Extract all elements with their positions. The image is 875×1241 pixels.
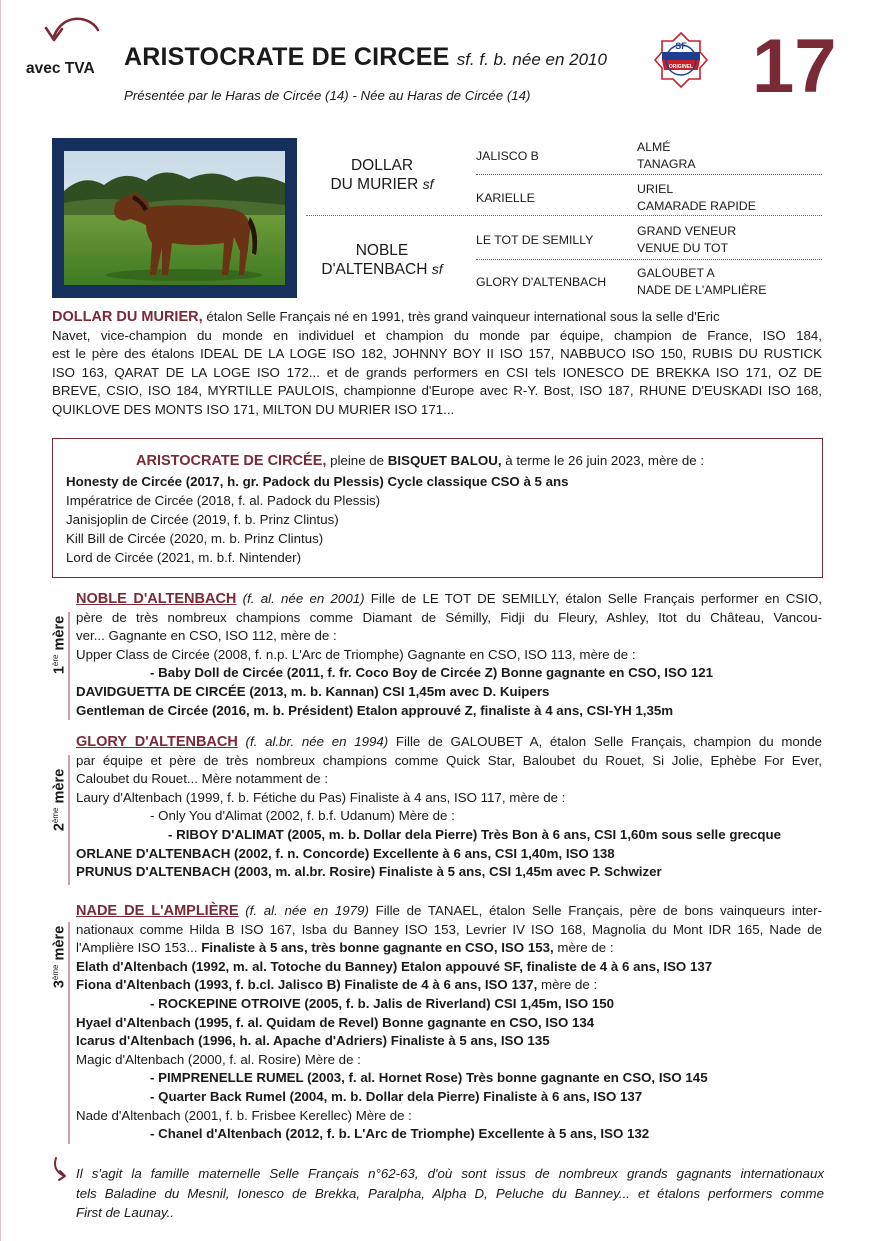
pedigree-divider-main — [306, 215, 822, 216]
footnote-line: First de Launay.. — [76, 1205, 175, 1220]
sire-studbook: sf — [422, 176, 434, 192]
section-text: DAVIDGUETTA DE CIRCÉE (2013, m. b. Kannan) CSI 1,45m avec D. Kuipers — [76, 683, 550, 699]
pedigree-great-grandparent: NADE DE L'AMPLIÈRE — [637, 282, 767, 297]
pedigree-great-grandparent: GRAND VENEUR — [637, 224, 737, 238]
pedigree-great-grandparents — [637, 139, 696, 172]
section-text: Gentleman de Circée (2016, m. b. Président) Etalon approuvé Z, finaliste à 4 ans, CSI-YH 1,35m — [76, 702, 674, 718]
pedigree-grandparent: KARIELLE — [476, 191, 535, 205]
section-info: (f. al. née en 1979) — [238, 903, 369, 918]
lot-number: 17 — [752, 24, 837, 109]
footnote-line: tels Baladine du Mesnil, Ionesco de Brekka, Paralpha, Alpha D, Peluche du Banney... et étalons performers comme — [76, 1185, 824, 1201]
pedigree-great-grandparent: TANAGRA — [637, 156, 696, 171]
section-text: - RIBOY D'ALIMAT (2005, m. b. Dollar dela Pierre) Très Bon à 6 ans, CSI 1,60m sous selle grecque — [168, 826, 782, 842]
section-text: - Only You d'Alimat (2002, f. b.f. Udanum) Mère de : — [150, 808, 455, 824]
pedigree-grandparent: GLORY D'ALTENBACH — [476, 275, 607, 289]
sire-name-line2: DU MURIER — [330, 176, 419, 193]
produce-item: Janisjoplin de Circée (2019, f. b. Prinz Clintus) — [66, 512, 339, 527]
horse-details: sf. f. b. née en 2010 — [456, 50, 607, 69]
section-text: Fille de TANAEL, étalon Selle Français, père de bons vainqueurs inter- — [368, 903, 822, 918]
generation-1-block — [76, 590, 822, 720]
pedigree-grandparent: JALISCO B — [476, 149, 539, 163]
section-text: ver... Gagnante en CSO, ISO 112, mère de : — [76, 628, 337, 644]
section-text: ORLANE D'ALTENBACH (2002, f. n. Concorde) Excellente à 6 ans, CSI 1,40m, ISO 138 — [76, 845, 615, 861]
dam-studbook: sf — [431, 261, 443, 277]
horse-name: ARISTOCRATE DE CIRCEE — [124, 43, 450, 71]
section-text: père de très nombreux champions comme Diamant de Sémilly, Fidji du Fleury, Ashley, Itot du Château, Vancou- — [76, 609, 822, 625]
section-text: PRUNUS D'ALTENBACH (2003, m. al.br. Rosire) Finaliste à 5 ans, CSI 1,45m avec P. Schwizer — [76, 864, 662, 880]
section-text: Fille de LE TOT DE SEMILLY, étalon Selle Français performer en CSIO, — [364, 591, 822, 606]
produce-item: Honesty de Circée (2017, h. gr. Padock du Plessis) Cycle classique CSO à 5 ans — [66, 474, 569, 489]
section-text: Laury d'Altenbach (1999, f. b. Fétiche du Pas) Finaliste à 4 ans, ISO 117, mère de : — [76, 789, 566, 805]
tva-label: avec TVA — [26, 60, 95, 77]
section-text: Caloubet du Rouet... Mère notamment de : — [76, 771, 329, 787]
footnote-line: Il s'agit la famille maternelle Selle Français n°62-63, d'où sont issus de nombreux grands gagnants internationaux — [76, 1166, 824, 1181]
section-text: - ROCKEPINE OTROIVE (2005, f. b. Jalis de Riverland) CSI 1,45m, ISO 150 — [150, 995, 615, 1011]
dam-name-line2: D'ALTENBACH — [321, 261, 428, 278]
sf-originel-logo — [652, 30, 710, 90]
horse-photo — [64, 151, 285, 285]
sire-description — [52, 308, 822, 420]
sire-name-line1: DOLLAR — [350, 157, 414, 174]
section-text: l'Amplière ISO 153... — [76, 940, 198, 956]
sire-description-name: DOLLAR DU MURIER, — [52, 309, 203, 325]
pedigree-great-grandparent: GALOUBET A — [637, 266, 715, 280]
section-text: par équipe et père de très nombreux champions comme Quick Star, Baloubet du Rouet, Si Jolie, Ephèbe For Ever, — [76, 752, 822, 768]
pedigree-great-grandparent: CAMARADE RAPIDE — [637, 198, 756, 213]
sire-description-line: QUIKLOVE DES MONTS ISO 171, MILTON DU MURIER ISO 171... — [52, 401, 455, 417]
horse-photo-frame — [52, 138, 297, 298]
section-text: - PIMPRENELLE RUMEL (2003, f. al. Hornet Rose) Très bonne gagnante en CSO, ISO 145 — [150, 1070, 708, 1086]
produce-box-text: à terme le 26 juin 2023, mère de : — [501, 453, 705, 468]
section-title: NOBLE D'ALTENBACH — [76, 591, 237, 607]
pedigree-great-grandparent: URIEL — [637, 182, 674, 196]
logo-text-bottom: ORIGINEL — [668, 64, 694, 70]
section-info: (f. al. née en 2001) — [236, 591, 365, 606]
sire-description-line: est le père des étalons IDEAL DE LA LOGE ISO 182, JOHNNY BOY II ISO 157, NABBUCO ISO 150, RUBIS DU RUSTICK — [52, 346, 822, 362]
section-title: NADE DE L'AMPLIÈRE — [76, 903, 239, 919]
pedigree-sire — [318, 156, 446, 194]
generation-label-1: 1ère mère — [50, 615, 68, 675]
produce-box-stallion: BISQUET BALOU, — [387, 453, 502, 468]
produce-box-text: pleine de — [326, 453, 388, 468]
produce-item: Impératrice de Circée (2018, f. al. Padock du Plessis) — [66, 493, 381, 508]
logo-text-top: SF — [675, 41, 687, 51]
sire-description-line: ISO 163, QARAT DE LA LOGE ISO 172... et de grands performers en CSI tels IONESCO DE BREKKA ISO 171, OZ DE — [52, 364, 822, 380]
section-text: - Quarter Back Rumel (2004, m. b. Dollar dela Pierre) Finaliste à 6 ans, ISO 137 — [150, 1088, 643, 1104]
pedigree-great-grandparents — [637, 181, 756, 214]
section-text: nationaux comme Hilda B ISO 167, Isba du Banney ISO 153, Levrier IV ISO 168, Magnolia du Mont IDR 165, Nade de — [76, 921, 822, 937]
produce-box-mare-name: ARISTOCRATE DE CIRCÉE, — [136, 453, 327, 469]
section-text: Icarus d'Altenbach (1996, h. al. Apache d'Adriers) Finaliste à 5 ans, ISO 135 — [76, 1033, 550, 1049]
produce-item: Lord de Circée (2021, m. b.f. Nintender) — [66, 550, 302, 565]
page-left-rule — [0, 0, 1, 1241]
section-title: GLORY D'ALTENBACH — [76, 734, 238, 750]
generation-3-block — [76, 902, 822, 1144]
section-text: - Baby Doll de Circée (2011, f. fr. Coco Boy de Circée Z) Bonne gagnante en CSO, ISO 121 — [150, 665, 714, 681]
section-text: Upper Class de Circée (2008, f. n.p. L'Arc de Triomphe) Gagnante en CSO, ISO 113, mère de : — [76, 646, 636, 662]
sire-description-line: Navet, vice-champion du monde en individuel et champion du monde par équipe, champion de France, ISO 184, — [52, 327, 822, 343]
produce-item: Kill Bill de Circée (2020, m. b. Prinz Clintus) — [66, 531, 324, 546]
presented-by: Présentée par le Haras de Circée (14) - Née au Haras de Circée (14) — [124, 88, 531, 103]
dam-name-line1: NOBLE — [355, 242, 409, 259]
section-text: Fiona d'Altenbach (1993, f. b.cl. Jalisco B) Finaliste de 4 à 6 ans, ISO 137, — [76, 977, 538, 993]
pedigree-grandparent: LE TOT DE SEMILLY — [476, 233, 594, 247]
pedigree-great-grandparents — [637, 223, 736, 256]
return-arrow-icon — [50, 1156, 72, 1182]
page-title — [124, 43, 607, 71]
section-info: (f. al.br. née en 1994) — [237, 734, 389, 749]
section-text: Hyael d'Altenbach (1995, f. al. Quidam de Revel) Bonne gagnante en CSO, ISO 134 — [76, 1014, 595, 1030]
pedigree-great-grandparent: VENUE DU TOT — [637, 240, 729, 255]
pedigree-great-grandparents — [637, 265, 766, 298]
pedigree-divider — [476, 259, 822, 260]
pedigree-divider — [476, 174, 822, 175]
footnote — [76, 1164, 824, 1223]
section-text: Fille de GALOUBET A, étalon Selle Français, champion du monde — [388, 734, 822, 749]
section-text: mère de : — [537, 977, 598, 993]
section-text: Finaliste à 5 ans, très bonne gagnante en CSO, ISO 153, — [197, 940, 554, 956]
sire-description-line: BREVE, CSIO, ISO 184, MYRTILLE PAULOIS, championne d'Europe avec R-Y. Bost, ISO 187, RHUNE D'EUSKADI ISO 168, — [52, 383, 822, 399]
pedigree-dam — [318, 241, 446, 279]
curved-arrow-icon — [40, 14, 102, 56]
generation-label-3: 3ème mère — [50, 925, 68, 989]
sire-description-line: étalon Selle Français né en 1991, très grand vainqueur international sous la selle d'Eric — [202, 309, 720, 324]
produce-box-heading — [136, 452, 704, 471]
generation-label-2: 2ème mère — [50, 768, 68, 832]
section-text: - Chanel d'Altenbach (2012, f. b. L'Arc de Triomphe) Excellente à 5 ans, ISO 132 — [150, 1126, 650, 1142]
section-text: mère de : — [553, 940, 614, 956]
section-text: Elath d'Altenbach (1992, m. al. Totoche du Banney) Etalon appouvé SF, finaliste de 4 à 6 ans, ISO 137 — [76, 958, 713, 974]
section-text: Nade d'Altenbach (2001, f. b. Frisbee Kerellec) Mère de : — [76, 1107, 412, 1123]
pedigree-great-grandparent: ALMÉ — [637, 140, 671, 154]
section-text: Magic d'Altenbach (2000, f. al. Rosire) Mère de : — [76, 1051, 361, 1067]
generation-2-block — [76, 733, 822, 882]
